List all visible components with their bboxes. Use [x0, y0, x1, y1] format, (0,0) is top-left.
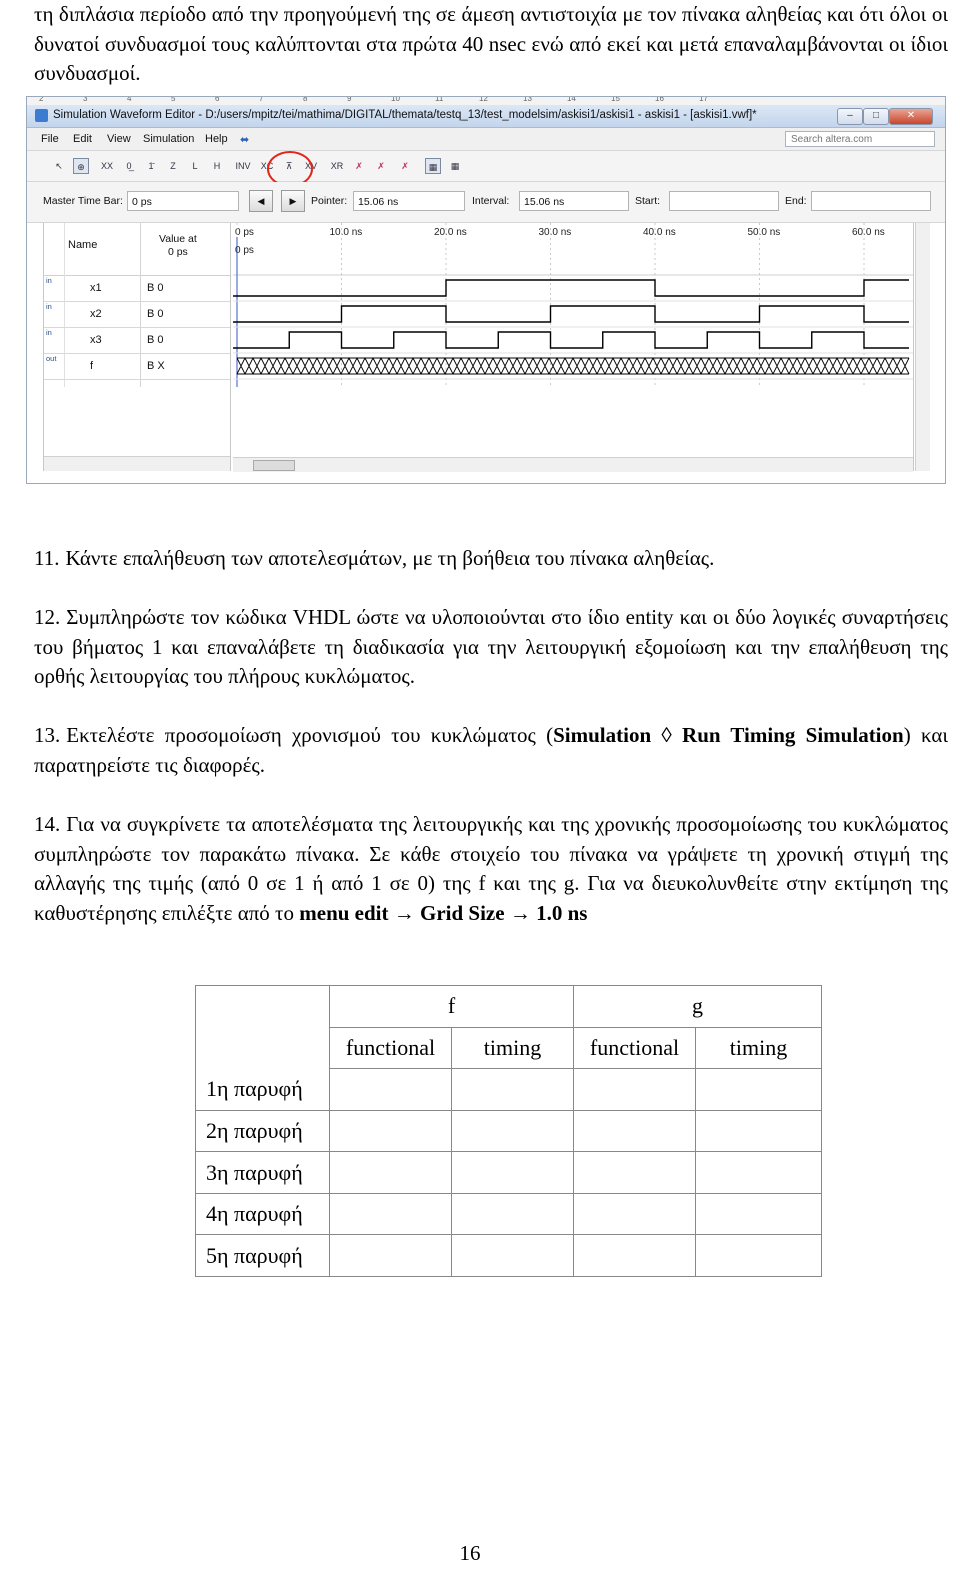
maximize-button[interactable]: □	[863, 108, 889, 125]
time-tick-label: 30.0 ns	[538, 227, 572, 238]
menu-bar	[27, 128, 945, 151]
time-bar	[27, 182, 945, 223]
ruler-number: 5	[171, 96, 176, 103]
weaklow-icon[interactable]: L	[192, 161, 198, 171]
weakhigh-icon[interactable]: H	[213, 161, 221, 171]
table-cell[interactable]	[330, 1193, 452, 1235]
close-button[interactable]: ✕	[889, 108, 933, 125]
table-corner-2	[196, 1027, 330, 1069]
value-icon[interactable]: XV	[304, 161, 317, 171]
item-11	[34, 544, 948, 574]
table-cell[interactable]	[574, 1235, 696, 1277]
table-cell[interactable]	[452, 1069, 574, 1111]
grid-icon[interactable]: ▦	[425, 158, 441, 174]
interval-label: Interval:	[472, 195, 510, 207]
snap-grid-icon[interactable]: ▦	[450, 161, 460, 171]
random-icon[interactable]: XR	[330, 161, 344, 171]
waveform-f	[237, 358, 909, 374]
input-pin-icon: in	[46, 276, 52, 285]
table-subheader-row	[196, 1027, 822, 1069]
signal-name: x3	[90, 334, 102, 346]
item-13-bold: Simulation ◊ Run Timing Simulation	[553, 723, 904, 747]
signal-row[interactable]	[44, 275, 230, 302]
time-tick-label: 20.0 ns	[434, 227, 467, 238]
waveform-svg	[233, 223, 913, 459]
signal-value: B 0	[147, 282, 164, 294]
names-scrollbar[interactable]	[44, 456, 230, 471]
table-cell[interactable]	[696, 1193, 822, 1235]
master-time-field[interactable]: 0 ps	[127, 191, 239, 211]
zoom-icon[interactable]: ⊕	[73, 158, 89, 174]
waveform-panel	[233, 223, 914, 471]
table-cell[interactable]	[574, 1193, 696, 1235]
start-field[interactable]	[669, 191, 779, 211]
window-title: Simulation Waveform Editor - D:/users/mpitz/tei/mathima/DIGITAL/themata/testq_13/test_modelsim/askisi1/askisi1 - askisi1 - [askisi1.vwf]*	[53, 109, 757, 121]
value-header-line1: Value at	[159, 233, 197, 245]
master-time-label: Master Time Bar:	[43, 195, 123, 207]
item-13	[34, 721, 948, 780]
count-icon[interactable]: XC	[260, 161, 274, 171]
row-label: 2η παρυφή	[196, 1110, 330, 1152]
time-tick-label: 10.0 ns	[329, 227, 363, 238]
horizontal-scrollbar[interactable]	[233, 457, 913, 472]
scroll-thumb[interactable]	[253, 460, 295, 471]
time-tick-label: 0 ps	[235, 227, 254, 238]
ruler-number: 4	[127, 96, 132, 103]
snap-icon[interactable]: ✗	[355, 161, 363, 171]
waveform-editor-screenshot	[26, 96, 946, 484]
ruler-number: 2	[39, 96, 44, 103]
invert-icon[interactable]: INV	[235, 161, 251, 171]
signal-row[interactable]	[44, 353, 230, 380]
ruler-number: 17	[699, 96, 708, 103]
row-label: 4η παρυφή	[196, 1193, 330, 1235]
interval-field[interactable]: 15.06 ns	[519, 191, 629, 211]
search-input[interactable]: Search altera.com	[785, 131, 935, 147]
row-label: 1η παρυφή	[196, 1069, 330, 1111]
table-cell[interactable]	[330, 1110, 452, 1152]
waveform-x3	[233, 332, 909, 348]
table-cell[interactable]	[330, 1069, 452, 1111]
table-cell[interactable]	[574, 1152, 696, 1194]
signal-value: B X	[147, 360, 165, 372]
ruler-number: 11	[435, 96, 444, 103]
table-cell[interactable]	[452, 1235, 574, 1277]
subheader-f-timing: timing	[452, 1027, 574, 1069]
waveform-x1	[233, 280, 909, 296]
z-icon[interactable]: Z	[170, 161, 176, 171]
item-14	[34, 810, 948, 928]
signal-row[interactable]	[44, 301, 230, 328]
name-header: Name	[68, 239, 98, 251]
signal-name: x2	[90, 308, 102, 320]
time-origin-label: 0 ps	[235, 245, 254, 256]
edit-icon[interactable]: ✗	[377, 161, 385, 171]
input-pin-icon: in	[46, 328, 52, 337]
signal-name: x1	[90, 282, 102, 294]
table-cell[interactable]	[452, 1152, 574, 1194]
ruler-number: 3	[83, 96, 88, 103]
time-tick-label: 40.0 ns	[643, 227, 676, 238]
signal-names-panel	[43, 223, 231, 471]
table-cell[interactable]	[696, 1235, 822, 1277]
sim-icon[interactable]: ✗	[401, 161, 409, 171]
intro-paragraph: τη διπλάσια περίοδο από την προηγούμενή της σε άμεση αντιστοιχία με τον πίνακα αληθείας και ότι όλοι οι δυνατοί συνδυασμοί τους καλύπτονται στα πρώτα 40 nsec ενώ από εκεί και μετά επαναλαμβάνονται οι ίδιοι συνδυασμοί.	[34, 2, 948, 85]
ruler-number: 15	[611, 96, 620, 103]
ruler-number: 14	[567, 96, 576, 103]
item-13-number: 13.	[34, 723, 61, 747]
item-11-text: Κάντε επαλήθευση των αποτελεσμάτων, με τη βοήθεια του πίνακα αληθείας.	[65, 546, 715, 570]
ruler-number: 12	[479, 96, 488, 103]
table-cell[interactable]	[452, 1110, 574, 1152]
forcehigh-icon[interactable]: 1̄	[148, 161, 154, 171]
waveform-x2	[233, 306, 909, 322]
pointer-label: Pointer:	[311, 195, 348, 207]
clock-icon[interactable]: ⊼	[285, 161, 293, 171]
value-header	[159, 233, 197, 259]
input-pin-icon: in	[46, 302, 52, 311]
item-14-text: Για να συγκρίνετε τα αποτελέσματα της λειτουργικής και της χρονικής προσομοίωσης του κυκλώματος συμπληρώστε τον παρακάτω πίνακα. Σε κάθε στοιχείο του πίνακα να γράψετε τη χρονική στιγμή της αλλαγής της τιμής (από 0 σε 1 ή από 1 σε 0) της f και της g. Για να διευκολυνθείτε στην εκτίμηση της καθυστέρησης επιλέξτε από το	[34, 812, 948, 925]
table-cell[interactable]	[574, 1069, 696, 1111]
ruler-number: 7	[259, 96, 264, 103]
results-table	[195, 985, 822, 1277]
menu-edit[interactable]: Edit	[73, 133, 92, 145]
item-13-text-b: ) και παρατηρείστε τις διαφορές.	[34, 723, 949, 777]
end-field[interactable]	[811, 191, 931, 211]
table-corner	[196, 986, 330, 1028]
toolbar	[27, 151, 945, 182]
menu-help[interactable]: Help	[205, 133, 228, 145]
table-row	[196, 1235, 822, 1277]
subheader-f-functional: functional	[330, 1027, 452, 1069]
value-header-line2: 0 ps	[167, 246, 188, 258]
menu-view[interactable]: View	[107, 133, 131, 145]
prev-transition-button[interactable]: ◀	[249, 190, 273, 212]
ruler-number: 13	[523, 96, 532, 103]
item-14-bold: menu edit → Grid Size → 1.0 ns	[299, 900, 588, 925]
table-cell[interactable]	[696, 1110, 822, 1152]
minimize-button[interactable]: –	[837, 108, 863, 125]
table-row	[196, 1069, 822, 1111]
time-tick-label: 60.0 ns	[852, 227, 885, 238]
table-row	[196, 1110, 822, 1152]
page-number: 16	[459, 1541, 481, 1565]
subheader-g-timing: timing	[696, 1027, 822, 1069]
pointer-field[interactable]: 15.06 ns	[353, 191, 465, 211]
next-transition-button[interactable]: ▶	[281, 190, 305, 212]
row-label: 3η παρυφή	[196, 1152, 330, 1194]
end-label: End:	[785, 195, 807, 207]
unknown-icon[interactable]: XX	[100, 161, 113, 171]
ruler-number: 10	[391, 96, 400, 103]
table-row	[196, 1152, 822, 1194]
forcelow-icon[interactable]: 0̲	[126, 161, 132, 171]
table-cell[interactable]	[330, 1235, 452, 1277]
table-cell[interactable]	[574, 1110, 696, 1152]
table-row	[196, 1193, 822, 1235]
help-icon[interactable]: ⬌	[240, 134, 250, 146]
start-label: Start:	[635, 195, 661, 207]
ruler-number: 9	[347, 96, 352, 103]
group-f-header: f	[330, 986, 574, 1028]
menu-simulation[interactable]: Simulation	[143, 133, 195, 145]
table-cell[interactable]	[696, 1152, 822, 1194]
output-pin-icon: out	[46, 354, 57, 363]
signal-value: B 0	[147, 334, 164, 346]
signal-name: f	[90, 360, 94, 372]
signal-row[interactable]	[44, 327, 230, 354]
group-g-header: g	[574, 986, 822, 1028]
signal-value: B 0	[147, 308, 164, 320]
row-label: 5η παρυφή	[196, 1235, 330, 1277]
pointer-icon[interactable]: ↖	[55, 161, 63, 171]
table-cell[interactable]	[330, 1152, 452, 1194]
time-tick-label: 50.0 ns	[747, 227, 781, 238]
item-12-number: 12.	[34, 605, 61, 629]
table-cell[interactable]	[696, 1069, 822, 1111]
table-group-row	[196, 986, 822, 1028]
table-cell[interactable]	[452, 1193, 574, 1235]
menu-file[interactable]: File	[41, 133, 59, 145]
item-12	[34, 603, 948, 692]
item-12-text: Συμπληρώστε τον κώδικα VHDL ώστε να υλοποιούνται στο ίδιο entity και οι δύο λογικές συναρτήσεις του βήματος 1 και επαναλάβετε τη διαδικασία για την λειτουργική εξομοίωση και την επαλήθευση της ορθής λειτουργίας του πλήρους κυκλώματος.	[34, 605, 948, 688]
vertical-scrollbar[interactable]	[915, 223, 930, 471]
subheader-g-functional: functional	[574, 1027, 696, 1069]
ruler-number: 16	[655, 96, 664, 103]
ruler-number: 6	[215, 96, 220, 103]
item-11-number: 11.	[34, 546, 60, 570]
ruler-number: 8	[303, 96, 308, 103]
item-14-number: 14.	[34, 812, 61, 836]
app-icon	[35, 109, 48, 122]
item-13-text-a: Εκτελέστε προσομοίωση χρονισμού του κυκλώματος (	[66, 723, 554, 747]
title-bar	[27, 105, 945, 128]
